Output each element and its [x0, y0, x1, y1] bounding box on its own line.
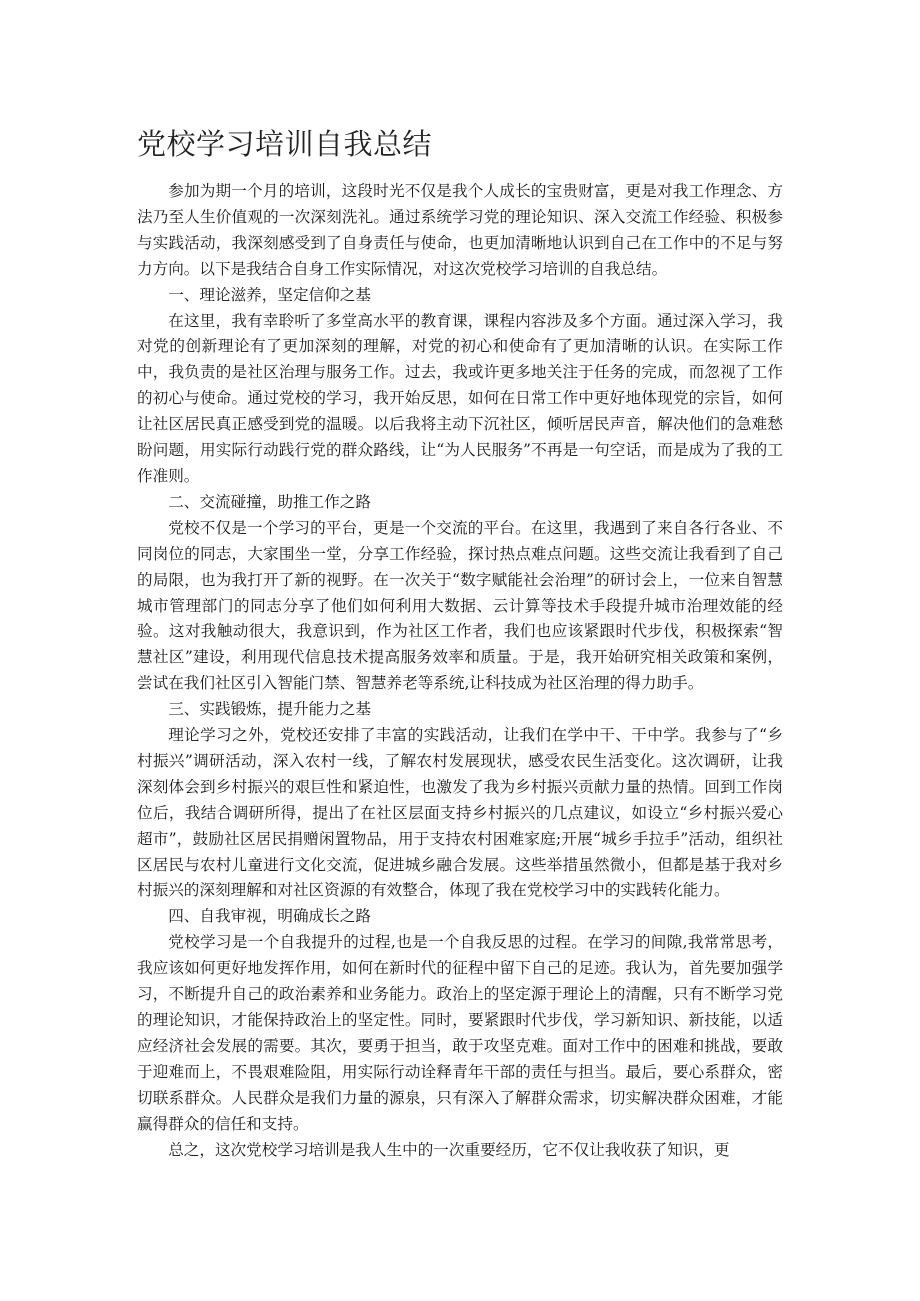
document-title: 党校学习培训自我总结: [137, 127, 433, 161]
section-4-body: 党校学习是一个自我提升的过程,也是一个自我反思的过程。在学习的间隙,我常常思考，我应该如何更好地发挥作用，如何在新时代的征程中留下自己的足迹。我认为，首先要加强学习，不断提升自己的政治素养和业务能力。政治上的坚定源于理论上的清醒，只有不断学习党的理论知识，才能保持政治上的坚定性。同时，要紧跟时代步伐，学习新知识、新技能，以适应经济社会发展的需要。其次，要勇于担当，敢于攻坚克难。面对工作中的困难和挑战，要敢于迎难而上，不畏艰难险阻，用实际行动诠释青年干部的责任与担当。最后，要心系群众，密切联系群众。人民群众是我们力量的源泉，只有深入了解群众需求，切实解决群众困难，才能赢得群众的信任和支持。: [137, 933, 783, 1133]
section-3-body: 理论学习之外，党校还安排了丰富的实践活动，让我们在学中干、干中学。我参与了“乡村振兴”调研活动，深入农村一线，了解农村发展现状，感受农民生活变化。这次调研，让我深刻体会到乡村振兴的艰巨性和紧迫性，也激发了我为乡村振兴贡献力量的热情。回到工作岗位后，我结合调研所得，提出了在社区层面支持乡村振兴的几点建议，如设立“乡村振兴爱心超市”，鼓励社区居民捐赠闲置物品，用于支持农村困难家庭;开展“城乡手拉手”活动，组织社区居民与农村儿童进行文化交流，促进城乡融合发展。这些举措虽然微小，但都是基于我对乡村振兴的深刻理解和对社区资源的有效整合，体现了我在党校学习中的实践转化能力。: [137, 726, 783, 900]
section-2-heading: 二、交流碰撞，助推工作之路: [168, 492, 371, 511]
section-1-body: 在这里，我有幸聆听了多堂高水平的教育课，课程内容涉及多个方面。通过深入学习，我对党的创新理论有了更加深刻的理解，对党的初心和使命有了更加清晰的认识。在实际工作中，我负责的是社区治理与服务工作。过去，我或许更多地关注于任务的完成，而忽视了工作的初心与使命。通过党校的学习，我开始反思，如何在日常工作中更好地体现党的宗旨，如何让社区居民真正感受到党的温暖。以后我将主动下沉社区，倾听居民声音，解决他们的急难愁盼问题，用实际行动践行党的群众路线，让“为人民服务”不再是一句空话，而是成为了我的工作准则。: [137, 311, 783, 485]
section-1-heading: 一、理论滋养，坚定信仰之基: [168, 285, 371, 304]
closing-paragraph: 总之，这次党校学习培训是我人生中的一次重要经历，它不仅让我收获了知识，更: [168, 1140, 730, 1159]
document-content: [137, 122, 783, 1163]
section-3-heading: 三、实践锻炼，提升能力之基: [168, 700, 371, 719]
section-2-body: 党校不仅是一个学习的平台，更是一个交流的平台。在这里，我遇到了来自各行各业、不同岗位的同志，大家围坐一堂，分享工作经验，探讨热点难点问题。这些交流让我看到了自己的局限，也为我打开了新的视野。在一次关于“数字赋能社会治理”的研讨会上，一位来自智慧城市管理部门的同志分享了他们如何利用大数据、云计算等技术手段提升城市治理效能的经验。这对我触动很大，我意识到，作为社区工作者，我们也应该紧跟时代步伐，积极探索“智慧社区”建设，利用现代信息技术提高服务效率和质量。于是，我开始研究相关政策和案例，尝试在我们社区引入智能门禁、智慧养老等系统,让科技成为社区治理的得力助手。: [137, 518, 783, 693]
intro-paragraph: 参加为期一个月的培训，这段时光不仅是我个人成长的宝贵财富，更是对我工作理念、方法乃至人生价值观的一次深刻洗礼。通过系统学习党的理论知识、深入交流工作经验、积极参与实践活动，我深刻感受到了自身责任与使命，也更加清晰地认识到自己在工作中的不足与努力方向。以下是我结合自身工作实际情况，对这次党校学习培训的自我总结。: [137, 182, 783, 278]
section-4-heading: 四、自我审视，明确成长之路: [168, 907, 371, 926]
